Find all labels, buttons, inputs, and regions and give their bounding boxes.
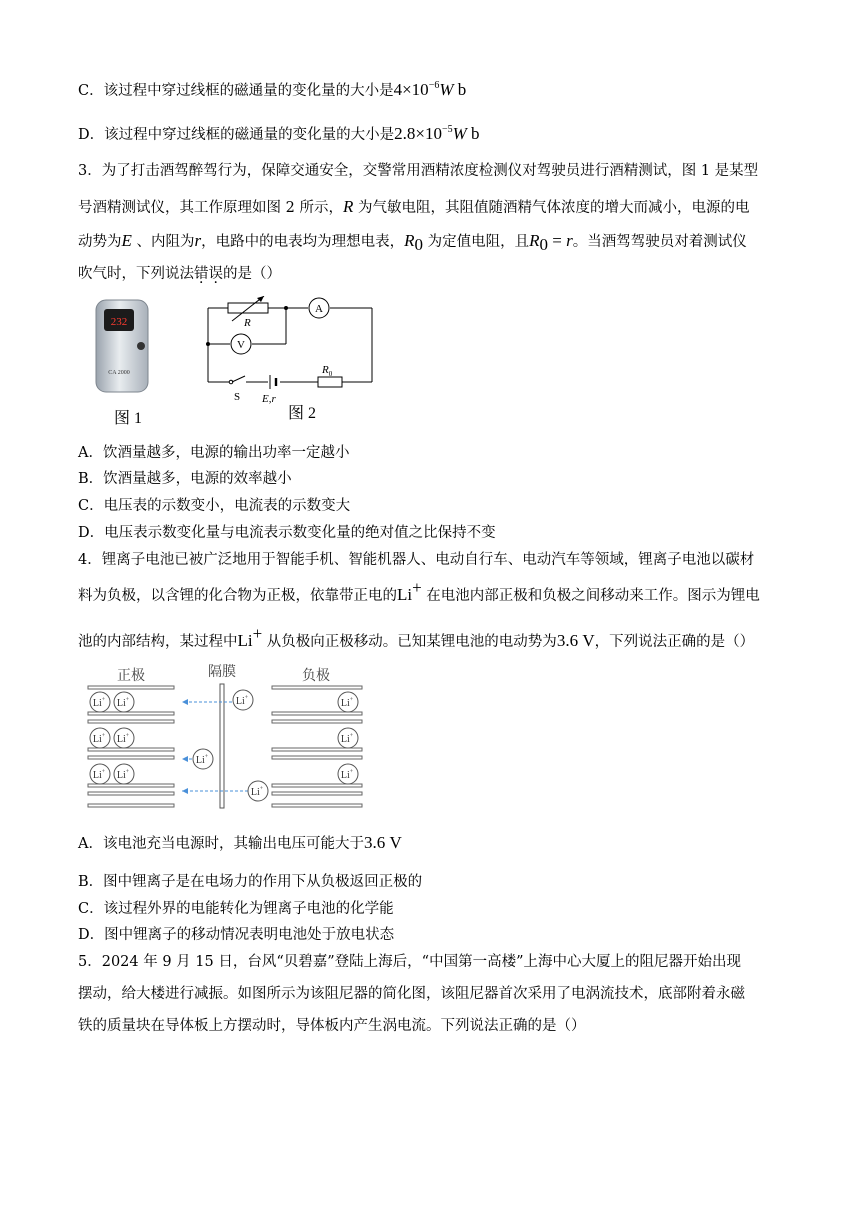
lithium-ion [90,728,110,748]
svg-text:Li+: Li+ [92,769,106,781]
junction-dot [284,306,288,310]
device-display-value: 232 [110,316,128,328]
ammeter-label: A [315,303,323,315]
q4-stem-line2: 料为负极，以含锂的化合物为正极，依靠带正电的Li+ 在电池内部正极和负极之间移动来工作。图示为锂电 [78,578,760,604]
figure2-caption: 图 2 [287,405,317,422]
arrow-head-icon [182,699,188,705]
electrode-plate [272,804,362,807]
svg-text:Li+: Li+ [116,769,130,781]
electrode-plate [272,686,362,689]
svg-text:Li+: Li+ [340,697,354,709]
q3-stem-line3: 动势为E 、内阻为r，电路中的电表均为理想电表，$R_0$ 为定值电阻，且$R_0 = r$。当酒驾驾驶员对着测试仪 [78,231,747,254]
lithium-ion [114,764,134,784]
electrode-plate [88,720,174,723]
lithium-ion [90,692,110,712]
q2-option-c-value: $4\times 10^{-6}W$ b [393,80,467,99]
q4-option-c: C．该过程外界的电能转化为锂离子电池的化学能 [78,901,394,917]
svg-text:Li+: Li+ [92,733,106,745]
q3-option-b: B．饮酒量越多，电源的效率越小 [78,471,292,487]
resistor-r0 [318,377,342,387]
lithium-ion [248,781,268,801]
lithium-ion [114,692,134,712]
positive-electrode-label: 正极 [117,669,145,684]
svg-text:Li+: Li+ [195,754,209,766]
q2-option-d: D．该过程中穿过线框的磁通量的变化量的大小是$2.8\times 10^{-5}W$ b [78,124,480,143]
svg-text:Li+: Li+ [340,733,354,745]
svg-text:Li+: Li+ [116,733,130,745]
breathalyzer-figure [88,294,168,430]
q4-option-a: A．该电池充当电源时，其输出电压可能大于3.6 V [78,833,402,852]
li-battery-diagram [86,664,376,814]
q4-stem-line3: 池的内部结构，某过程中Li+ 从负极向正极移动。已知某锂电池的电动势为3.6 V，下列说法正确的是（） [78,624,755,650]
arrow-head-icon [182,788,188,794]
lithium-ion [90,764,110,784]
separator-label: 隔膜 [208,665,236,680]
q4-option-d: D．图中锂离子的移动情况表明电池处于放电状态 [78,927,395,943]
q3-stem-line1: 3．为了打击酒驾醉驾行为，保障交通安全，交警常用酒精浓度检测仪对驾驶员进行酒精测试，图 1 是某型 [78,163,759,179]
resistor-r0-label: $R_0$ [322,364,333,378]
q5-stem-line3: 铁的质量块在导体板上方摆动时，导体板内产生涡电流。下列说法正确的是（） [78,1018,586,1034]
q3-option-c: C．电压表的示数变小，电流表的示数变大 [78,498,351,514]
switch-label: S [234,391,241,403]
svg-text:Li+: Li+ [92,697,106,709]
electrode-plate [272,720,362,723]
device-button-icon [137,342,145,350]
arrow-head-icon [182,756,188,762]
q5-stem-line1: 5．2024 年 9 月 15 日，台风“贝碧嘉”登陆上海后，“中国第一高楼”上海中心大厦上的阻尼器开始出现 [78,954,741,970]
electrode-plate [272,756,362,759]
separator [220,684,224,808]
svg-text:Li+: Li+ [116,697,130,709]
electrode-plate [88,804,174,807]
electrode-plate [88,756,174,759]
resistor-r-label: R [244,317,251,329]
electrode-plate [272,792,362,795]
q4-option-b: B．图中锂离子是在电场力的作用下从负极返回正极的 [78,874,423,890]
q3-stem-line4: 吹气时，下列说法错误的是（） [78,266,281,282]
q3-stem-line2: 号酒精测试仪，其工作原理如图 2 所示，R 为气敏电阻，其阻值随酒精气体浓度的增大而减小，电源的电 [78,197,750,216]
q2-option-c: C．该过程中穿过线框的磁通量的变化量的大小是$4\times 10^{-6}W$ b [78,80,467,99]
lithium-ion [193,749,213,769]
circuit-figure [200,296,380,426]
switch-icon [232,376,245,382]
svg-text:Li+: Li+ [340,769,354,781]
junction-dot [206,342,210,346]
q4-stem-line1: 4．锂离子电池已被广泛地用于智能手机、智能机器人、电动自行车、电动汽车等领域，锂离子电池以碳材 [78,552,755,568]
q5-stem-line2: 摆动，给大楼进行减振。如图所示为该阻尼器的简化图，该阻尼器首次采用了电涡流技术，底部附着永磁 [78,986,745,1002]
q2-option-d-value: $2.8\times 10^{-5}W$ b [394,124,480,143]
electrode-plate [88,686,174,689]
svg-text:Li+: Li+ [235,695,249,707]
voltmeter-label: V [237,339,245,351]
lithium-ion [338,764,358,784]
lithium-ion [114,728,134,748]
device-model-label: CA 2000 [108,370,130,376]
negative-electrode-label: 负极 [302,669,330,684]
q3-option-d: D．电压表示数变化量与电流表示数变化量的绝对值之比保持不变 [78,525,496,541]
lithium-ion [338,692,358,712]
lithium-ion [233,690,253,710]
figure1-caption: 图 1 [113,410,143,427]
q3-option-a: A．饮酒量越多，电源的输出功率一定越小 [78,445,350,461]
svg-text:Li+: Li+ [250,786,264,798]
electrode-plate [88,792,174,795]
lithium-ion [338,728,358,748]
battery-label: E,r [262,393,276,405]
